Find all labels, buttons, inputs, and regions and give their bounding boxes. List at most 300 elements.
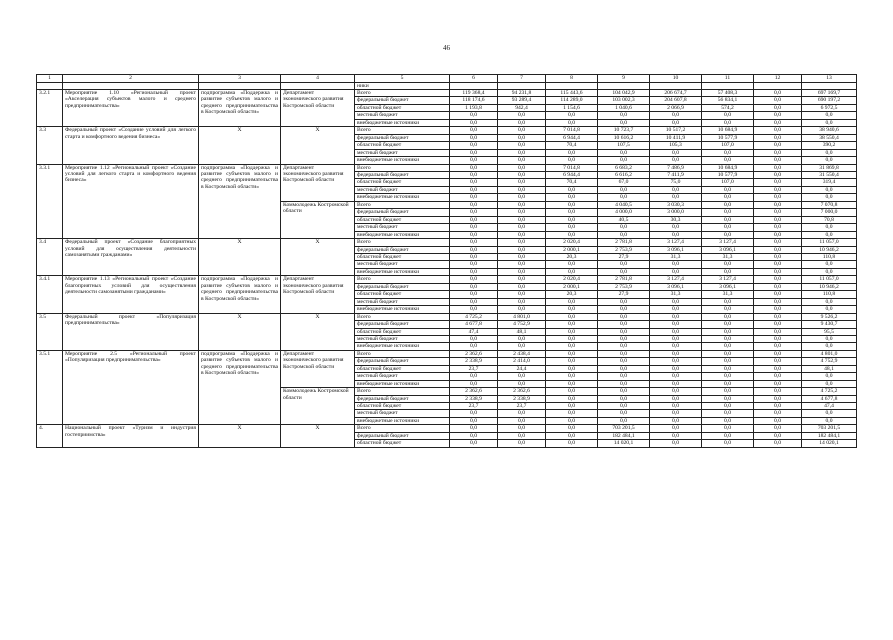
amount-cell: 0,0 (650, 440, 702, 447)
amount-cell: 0,0 (702, 149, 754, 156)
amount-cell: 4 040,5 (598, 201, 650, 208)
amount-cell: 0,0 (450, 373, 498, 380)
amount-cell: 0,0 (702, 432, 754, 439)
funding-source: федеральный бюджет (355, 246, 450, 253)
amount-cell: 0,0 (498, 261, 546, 268)
column-number-8: 8 (546, 75, 598, 83)
column-number-6: 6 (450, 75, 498, 83)
amount-cell: 30,3 (650, 216, 702, 223)
amount-cell: 0,0 (450, 246, 498, 253)
amount-cell: 697 169,7 (802, 90, 857, 97)
amount-cell: 0,0 (498, 194, 546, 201)
amount-cell: 0,0 (598, 268, 650, 275)
amount-cell: 31,3 (650, 291, 702, 298)
amount-cell: 0,0 (754, 276, 802, 283)
amount-cell: 0,0 (754, 350, 802, 357)
amount-cell: 0,0 (702, 417, 754, 424)
amount-cell: 0,0 (450, 209, 498, 216)
amount-cell: 3 127,4 (702, 276, 754, 283)
amount-cell: 6 944,4 (546, 171, 598, 178)
amount-cell: 0,0 (450, 253, 498, 260)
amount-cell: 4 000,0 (598, 209, 650, 216)
funding-source: областной бюджет (355, 365, 450, 372)
amount-cell: 0,0 (702, 157, 754, 164)
amount-cell: 6 944,4 (546, 134, 598, 141)
amount-cell: 107,0 (702, 179, 754, 186)
column-number-12: 12 (754, 75, 802, 83)
amount-cell: 0,0 (498, 179, 546, 186)
amount-cell: 0,0 (702, 380, 754, 387)
amount-cell: 0,0 (450, 231, 498, 238)
row-number: 3.5 (37, 313, 63, 350)
empty-cell (650, 83, 702, 90)
amount-cell: 0,0 (498, 410, 546, 417)
amount-cell: 7 014,8 (546, 127, 598, 134)
amount-cell: 0,0 (546, 313, 598, 320)
amount-cell: 0,0 (650, 410, 702, 417)
amount-cell: 2 338,9 (450, 358, 498, 365)
amount-cell: 0,0 (754, 231, 802, 238)
amount-cell: 0,0 (754, 253, 802, 260)
amount-cell: 0,0 (498, 268, 546, 275)
executor-name: Х (281, 425, 355, 447)
amount-cell: 4 725,2 (802, 388, 857, 395)
amount-cell: 0,0 (802, 373, 857, 380)
executor-name: Х (281, 313, 355, 350)
amount-cell: 4 725,2 (450, 313, 498, 320)
amount-cell: 20,3 (546, 291, 598, 298)
amount-cell: 0,0 (450, 224, 498, 231)
amount-cell: 0,0 (754, 90, 802, 97)
amount-cell: 0,0 (546, 186, 598, 193)
amount-cell: 4 801,0 (498, 313, 546, 320)
amount-cell: 0,0 (546, 328, 598, 335)
funding-source: местный бюджет (355, 224, 450, 231)
amount-cell: 10 577,9 (702, 134, 754, 141)
amount-cell: 4 752,9 (498, 321, 546, 328)
amount-cell: 0,0 (498, 142, 546, 149)
executor-name: Департамент экономического развития Костромской области (281, 164, 355, 201)
amount-cell: 3 096,1 (702, 246, 754, 253)
empty-cell (546, 83, 598, 90)
amount-cell: 0,0 (650, 358, 702, 365)
amount-cell: 3 127,4 (650, 239, 702, 246)
amount-cell: 0,0 (546, 216, 598, 223)
amount-cell: 0,0 (546, 440, 598, 447)
amount-cell: 0,0 (754, 164, 802, 171)
amount-cell: 0,0 (498, 201, 546, 208)
amount-cell: 0,0 (450, 142, 498, 149)
amount-cell: 0,0 (498, 298, 546, 305)
funding-source: федеральный бюджет (355, 97, 450, 104)
funding-source: внебюджетные источники (355, 380, 450, 387)
amount-cell: 0,0 (498, 112, 546, 119)
funding-source: внебюджетные источники (355, 194, 450, 201)
amount-cell: 0,0 (450, 276, 498, 283)
amount-cell: 0,0 (546, 298, 598, 305)
amount-cell: 0,0 (546, 268, 598, 275)
amount-cell: 2 362,6 (450, 388, 498, 395)
amount-cell: 11 057,0 (802, 239, 857, 246)
amount-cell: 0,0 (598, 343, 650, 350)
amount-cell: 0,0 (754, 142, 802, 149)
amount-cell: 7 014,8 (546, 164, 598, 171)
amount-cell: 2 438,4 (498, 350, 546, 357)
amount-cell: 0,0 (598, 149, 650, 156)
amount-cell: 0,0 (450, 432, 498, 439)
amount-cell: 56 834,1 (702, 97, 754, 104)
amount-cell: 0,0 (754, 268, 802, 275)
amount-cell: 0,0 (598, 119, 650, 126)
funding-source: местный бюджет (355, 410, 450, 417)
amount-cell: 0,0 (754, 410, 802, 417)
amount-cell: 2 338,9 (450, 395, 498, 402)
amount-cell: 3 000,0 (650, 209, 702, 216)
project-name: Федеральный проект «Создание благоприятных условий для осуществления деятельности самозанятыми гражданами» (63, 239, 199, 276)
funding-source: Всего (355, 276, 450, 283)
amount-cell: 0,0 (598, 365, 650, 372)
amount-cell: 0,0 (802, 335, 857, 342)
amount-cell: 0,0 (754, 246, 802, 253)
amount-cell: 0,0 (598, 380, 650, 387)
amount-cell: 0,0 (702, 268, 754, 275)
amount-cell: 0,0 (702, 328, 754, 335)
empty-cell (281, 83, 355, 90)
amount-cell: 0,0 (498, 283, 546, 290)
amount-cell: 2 000,1 (546, 246, 598, 253)
funding-source: местный бюджет (355, 373, 450, 380)
amount-cell: 574,2 (702, 104, 754, 111)
amount-cell: 0,0 (450, 119, 498, 126)
amount-cell: 1 193,8 (450, 104, 498, 111)
amount-cell: 0,0 (702, 365, 754, 372)
amount-cell: 0,0 (650, 335, 702, 342)
amount-cell: 0,0 (546, 425, 598, 432)
budget-table (36, 74, 857, 448)
amount-cell: 0,0 (546, 157, 598, 164)
funding-source: федеральный бюджет (355, 432, 450, 439)
amount-cell: 0,0 (598, 410, 650, 417)
amount-cell: 0,0 (754, 119, 802, 126)
amount-cell: 0,0 (754, 149, 802, 156)
amount-cell: 0,0 (754, 194, 802, 201)
amount-cell: 0,0 (498, 380, 546, 387)
amount-cell: 75,0 (650, 179, 702, 186)
funding-source: внебюджетные источники (355, 343, 450, 350)
amount-cell: 115 443,6 (546, 90, 598, 97)
amount-cell: 0,0 (498, 306, 546, 313)
amount-cell: 0,0 (650, 298, 702, 305)
page-number: 46 (443, 44, 450, 52)
amount-cell: 0,0 (754, 283, 802, 290)
funding-source: Всего (355, 425, 450, 432)
amount-cell: 0,0 (546, 112, 598, 119)
amount-cell: 0,0 (498, 276, 546, 283)
row-number: 3.3 (37, 127, 63, 164)
amount-cell: 0,0 (702, 358, 754, 365)
funding-source: Всего (355, 350, 450, 357)
amount-cell: 0,0 (498, 157, 546, 164)
amount-cell: 0,0 (702, 335, 754, 342)
amount-cell: 0,0 (598, 224, 650, 231)
amount-cell: 0,0 (498, 231, 546, 238)
amount-cell: 6 616,2 (598, 171, 650, 178)
table-row (37, 425, 857, 432)
amount-cell: 31,3 (702, 253, 754, 260)
amount-cell: 0,0 (802, 343, 857, 350)
program-name: Х (199, 239, 281, 276)
amount-cell: 57 408,3 (702, 90, 754, 97)
amount-cell: 0,0 (754, 261, 802, 268)
amount-cell: 0,0 (498, 440, 546, 447)
amount-cell: 0,0 (498, 335, 546, 342)
funding-source: Всего (355, 313, 450, 320)
amount-cell: 0,0 (498, 253, 546, 260)
amount-cell: 10 684,9 (702, 127, 754, 134)
column-number-11: 11 (702, 75, 754, 83)
project-name: Федеральный проект «Популяризация предпринимательства» (63, 313, 199, 350)
amount-cell: 0,0 (546, 373, 598, 380)
column-number-9: 9 (598, 75, 650, 83)
program-name: подпрограмма «Поддержка и развитие субъектов малого и среднего предпринимательства в Костромской области» (199, 276, 281, 313)
table-row (37, 164, 857, 171)
amount-cell: 0,0 (754, 112, 802, 119)
amount-cell: 0,0 (598, 112, 650, 119)
amount-cell: 0,0 (650, 261, 702, 268)
amount-cell: 0,0 (498, 134, 546, 141)
amount-cell: 2 781,8 (598, 276, 650, 283)
funding-source: Всего (355, 201, 450, 208)
amount-cell: 0,0 (802, 261, 857, 268)
funding-source: областной бюджет (355, 216, 450, 223)
amount-cell: 14 020,1 (802, 440, 857, 447)
table-body (37, 83, 857, 448)
amount-cell: 0,0 (546, 350, 598, 357)
empty-cell (37, 83, 63, 90)
amount-cell: 0,0 (450, 164, 498, 171)
funding-source: Всего (355, 90, 450, 97)
amount-cell: 0,0 (546, 395, 598, 402)
amount-cell: 0,0 (754, 388, 802, 395)
amount-cell: 0,0 (650, 350, 702, 357)
amount-cell: 0,0 (802, 194, 857, 201)
amount-cell: 0,0 (650, 373, 702, 380)
amount-cell: 0,0 (598, 388, 650, 395)
column-number-7: 7 (498, 75, 546, 83)
amount-cell: 0,0 (754, 343, 802, 350)
amount-cell: 38 940,6 (802, 127, 857, 134)
amount-cell: 0,0 (702, 261, 754, 268)
amount-cell: 0,0 (450, 306, 498, 313)
amount-cell: 14 020,1 (598, 440, 650, 447)
amount-cell: 0,0 (450, 239, 498, 246)
amount-cell: 0,0 (650, 417, 702, 424)
amount-cell: 2 000,1 (546, 283, 598, 290)
amount-cell: 0,0 (702, 343, 754, 350)
program-name: Х (199, 313, 281, 350)
amount-cell: 0,0 (450, 440, 498, 447)
amount-cell: 0,0 (546, 224, 598, 231)
funding-source: областной бюджет (355, 291, 450, 298)
amount-cell: 2 753,9 (598, 283, 650, 290)
amount-cell: 0,0 (702, 388, 754, 395)
amount-cell: 3 030,3 (650, 201, 702, 208)
funding-source: областной бюджет (355, 179, 450, 186)
amount-cell: 0,0 (598, 194, 650, 201)
amount-cell: 0,0 (802, 380, 857, 387)
amount-cell: 70,4 (546, 142, 598, 149)
column-number-2: 2 (63, 75, 199, 83)
amount-cell: 0,0 (754, 313, 802, 320)
amount-cell: 206 674,7 (650, 90, 702, 97)
amount-cell: 119 368,4 (450, 90, 498, 97)
amount-cell: 7 000,0 (802, 209, 857, 216)
empty-cell (702, 83, 754, 90)
amount-cell: 94 231,8 (498, 90, 546, 97)
amount-cell: 0,0 (802, 119, 857, 126)
empty-cell (63, 83, 199, 90)
amount-cell: 0,0 (546, 201, 598, 208)
amount-cell: 4 677,8 (802, 395, 857, 402)
amount-cell: 0,0 (546, 321, 598, 328)
amount-cell: 0,0 (498, 127, 546, 134)
amount-cell: 0,0 (598, 395, 650, 402)
amount-cell: 0,0 (598, 358, 650, 365)
program-name: Х (199, 425, 281, 447)
amount-cell: 10 946,2 (802, 283, 857, 290)
amount-cell: 0,0 (598, 231, 650, 238)
amount-cell: 0,0 (650, 321, 702, 328)
amount-cell: 0,0 (802, 410, 857, 417)
table-row (37, 239, 857, 246)
amount-cell: 0,0 (702, 410, 754, 417)
funding-source: местный бюджет (355, 335, 450, 342)
amount-cell: 93 289,4 (498, 97, 546, 104)
amount-cell: 0,0 (650, 112, 702, 119)
amount-cell: 7 411,9 (650, 171, 702, 178)
amount-cell: 48,1 (802, 365, 857, 372)
amount-cell: 0,0 (702, 298, 754, 305)
amount-cell: 0,0 (498, 246, 546, 253)
executor-name: Х (281, 127, 355, 164)
amount-cell: 319,4 (802, 179, 857, 186)
empty-cell (802, 83, 857, 90)
amount-cell: 110,8 (802, 253, 857, 260)
amount-cell: 0,0 (598, 306, 650, 313)
amount-cell: 0,0 (546, 335, 598, 342)
amount-cell: 0,0 (754, 395, 802, 402)
executor-name: Коммолодежь Костромской области (281, 388, 355, 425)
amount-cell: 0,0 (450, 112, 498, 119)
amount-cell: 0,0 (702, 395, 754, 402)
amount-cell: 0,0 (498, 209, 546, 216)
amount-cell: 0,0 (650, 157, 702, 164)
amount-cell: 10 577,9 (702, 171, 754, 178)
amount-cell: 0,0 (450, 127, 498, 134)
amount-cell: 0,0 (498, 373, 546, 380)
amount-cell: 0,0 (650, 403, 702, 410)
amount-cell: 10 723,7 (598, 127, 650, 134)
amount-cell: 31,3 (650, 253, 702, 260)
amount-cell: 0,0 (498, 119, 546, 126)
amount-cell: 0,0 (546, 403, 598, 410)
empty-cell (598, 83, 650, 90)
amount-cell: 0,0 (702, 425, 754, 432)
amount-cell: 95,5 (802, 328, 857, 335)
amount-cell: 3 127,4 (702, 239, 754, 246)
amount-cell: 4 752,9 (802, 358, 857, 365)
amount-cell: 0,0 (702, 112, 754, 119)
amount-cell: 0,0 (754, 321, 802, 328)
amount-cell: 0,0 (450, 410, 498, 417)
amount-cell: 0,0 (450, 335, 498, 342)
amount-cell: 38 550,4 (802, 134, 857, 141)
funding-source: федеральный бюджет (355, 171, 450, 178)
amount-cell: 0,0 (754, 306, 802, 313)
amount-cell: 0,0 (546, 432, 598, 439)
amount-cell: 0,0 (450, 186, 498, 193)
amount-cell: 0,0 (498, 343, 546, 350)
amount-cell: 2 414,0 (498, 358, 546, 365)
amount-cell: 0,0 (598, 321, 650, 328)
amount-cell: 2 781,8 (598, 239, 650, 246)
amount-cell: 0,0 (754, 358, 802, 365)
amount-cell: 10 517,2 (650, 127, 702, 134)
amount-cell: 0,0 (754, 373, 802, 380)
executor-name: Департамент экономического развития Костромской области (281, 90, 355, 127)
amount-cell: 0,0 (754, 425, 802, 432)
amount-cell: 31 550,4 (802, 171, 857, 178)
amount-cell: 0,0 (598, 373, 650, 380)
amount-cell: 0,0 (754, 403, 802, 410)
funding-source: федеральный бюджет (355, 283, 450, 290)
amount-cell: 23,7 (450, 403, 498, 410)
amount-cell: 0,0 (754, 380, 802, 387)
amount-cell: 0,0 (450, 283, 498, 290)
amount-cell: 0,0 (650, 432, 702, 439)
amount-cell: 48,1 (498, 328, 546, 335)
amount-cell: 0,0 (702, 403, 754, 410)
amount-cell: 0,0 (546, 388, 598, 395)
empty-cell (199, 83, 281, 90)
amount-cell: 0,0 (754, 104, 802, 111)
funding-source: Всего (355, 239, 450, 246)
empty-cell (498, 83, 546, 90)
amount-cell: 0,0 (650, 388, 702, 395)
amount-cell: 0,0 (754, 179, 802, 186)
amount-cell: 0,0 (702, 194, 754, 201)
funding-source: областной бюджет (355, 440, 450, 447)
funding-source: внебюджетные источники (355, 231, 450, 238)
amount-cell: 10 411,9 (650, 134, 702, 141)
amount-cell: 0,0 (450, 268, 498, 275)
amount-cell: 0,0 (650, 149, 702, 156)
amount-cell: 0,0 (702, 216, 754, 223)
amount-cell: 20,3 (546, 253, 598, 260)
amount-cell: 0,0 (450, 134, 498, 141)
amount-cell: 0,0 (754, 440, 802, 447)
amount-cell: 0,0 (546, 194, 598, 201)
amount-cell: 47,4 (450, 328, 498, 335)
amount-cell: 7 486,9 (650, 164, 702, 171)
amount-cell: 4 677,8 (450, 321, 498, 328)
funding-source: внебюджетные источники (355, 268, 450, 275)
funding-source: внебюджетные источники (355, 119, 450, 126)
table-row (37, 90, 857, 97)
amount-cell: 0,0 (754, 157, 802, 164)
empty-cell (450, 83, 498, 90)
project-name: Федеральный проект «Создание условий для легкого старта и комфортного ведения бизнеса» (63, 127, 199, 164)
